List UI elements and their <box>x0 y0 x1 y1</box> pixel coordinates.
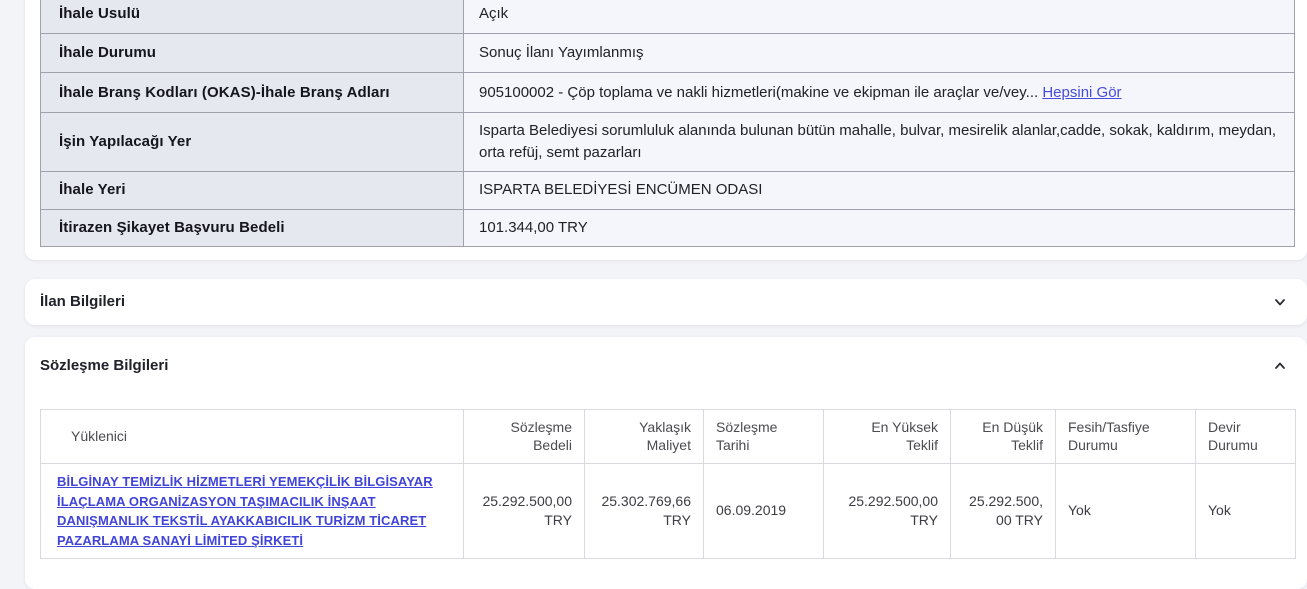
header-yaklasik-maliyet: Yaklaşık Maliyet <box>585 409 704 464</box>
contract-table <box>40 409 1296 560</box>
detail-label: İhale Durumu <box>41 34 464 73</box>
section-sozlesme-bilgileri <box>25 337 1307 589</box>
chevron-up-icon[interactable] <box>1272 358 1288 374</box>
section-title-sozlesme-bilgileri: Sözleşme Bilgileri <box>40 355 168 377</box>
section-header-sozlesme-bilgileri[interactable] <box>40 355 1295 377</box>
detail-label: İşin Yapılacağı Yer <box>41 113 464 172</box>
hepsini-gor-link[interactable]: Hepsini Gör <box>1042 84 1121 101</box>
header-devir-durumu: Devir Durumu <box>1196 409 1296 464</box>
section-ilan-bilgileri[interactable] <box>25 279 1307 325</box>
detail-row-sikayet-bedeli <box>41 209 1295 246</box>
tender-detail-table <box>40 0 1295 247</box>
detail-value <box>464 73 1295 113</box>
cell-devir-durumu: Yok <box>1196 464 1296 559</box>
detail-value: ISPARTA BELEDİYESİ ENCÜMEN ODASI <box>464 171 1295 209</box>
detail-row-ihale-yeri <box>41 171 1295 209</box>
cell-yuklenici <box>41 464 464 559</box>
header-sozlesme-tarihi: Sözleşme Tarihi <box>704 409 824 464</box>
cell-en-dusuk-teklif: 25.292.500,00 TRY <box>951 464 1056 559</box>
header-en-dusuk-teklif: En Düşük Teklif <box>951 409 1056 464</box>
cell-en-yuksek-teklif: 25.292.500,00 TRY <box>824 464 951 559</box>
detail-label: İtirazen Şikayet Başvuru Bedeli <box>41 209 464 246</box>
detail-value: Sonuç İlanı Yayımlanmış <box>464 34 1295 73</box>
detail-label: İhale Branş Kodları (OKAS)-İhale Branş Adları <box>41 73 464 113</box>
cell-sozlesme-tarihi: 06.09.2019 <box>704 464 824 559</box>
detail-row-brans-kodlari <box>41 73 1295 113</box>
detail-value: Açık <box>464 0 1295 34</box>
detail-row-isin-yeri <box>41 113 1295 172</box>
tender-detail-card <box>25 0 1307 260</box>
header-yuklenici: Yüklenici <box>41 409 464 464</box>
detail-row-ihale-usulu <box>41 0 1295 34</box>
brans-kodu-text: 905100002 - Çöp toplama ve nakli hizmetleri(makine ve ekipman ile araçlar ve/vey... <box>479 84 1038 101</box>
header-en-yuksek-teklif: En Yüksek Teklif <box>824 409 951 464</box>
detail-value: 101.344,00 TRY <box>464 209 1295 246</box>
detail-value: Isparta Belediyesi sorumluluk alanında bulunan bütün mahalle, bulvar, mesirelik alanlar,cadde, sokak, kaldırım, meydan, orta refüj, semt pazarları <box>464 113 1295 172</box>
chevron-down-icon[interactable] <box>1272 294 1288 310</box>
header-sozlesme-bedeli: Sözleşme Bedeli <box>464 409 585 464</box>
detail-row-ihale-durumu <box>41 34 1295 73</box>
contract-header-row <box>41 409 1296 464</box>
cell-yaklasik-maliyet: 25.302.769,66 TRY <box>585 464 704 559</box>
cell-sozlesme-bedeli: 25.292.500,00 TRY <box>464 464 585 559</box>
section-title-ilan-bilgileri: İlan Bilgileri <box>40 291 125 313</box>
detail-label: İhale Yeri <box>41 171 464 209</box>
detail-label: İhale Usulü <box>41 0 464 34</box>
header-fesih-tasfiye-durumu: Fesih/Tasfiye Durumu <box>1056 409 1196 464</box>
contract-row <box>41 464 1296 559</box>
company-link[interactable]: BİLGİNAY TEMİZLİK HİZMETLERİ YEMEKÇİLİK BİLGİSAYAR İLAÇLAMA ORGANİZASYON TAŞIMACILIK İNŞAAT DANIŞMANLIK TEKSTİL AYAKKABICILIK TURİZM TİCARET PAZARLAMA SANAYİ LİMİTED ŞİRKETİ <box>57 472 451 550</box>
cell-fesih-tasfiye-durumu: Yok <box>1056 464 1196 559</box>
